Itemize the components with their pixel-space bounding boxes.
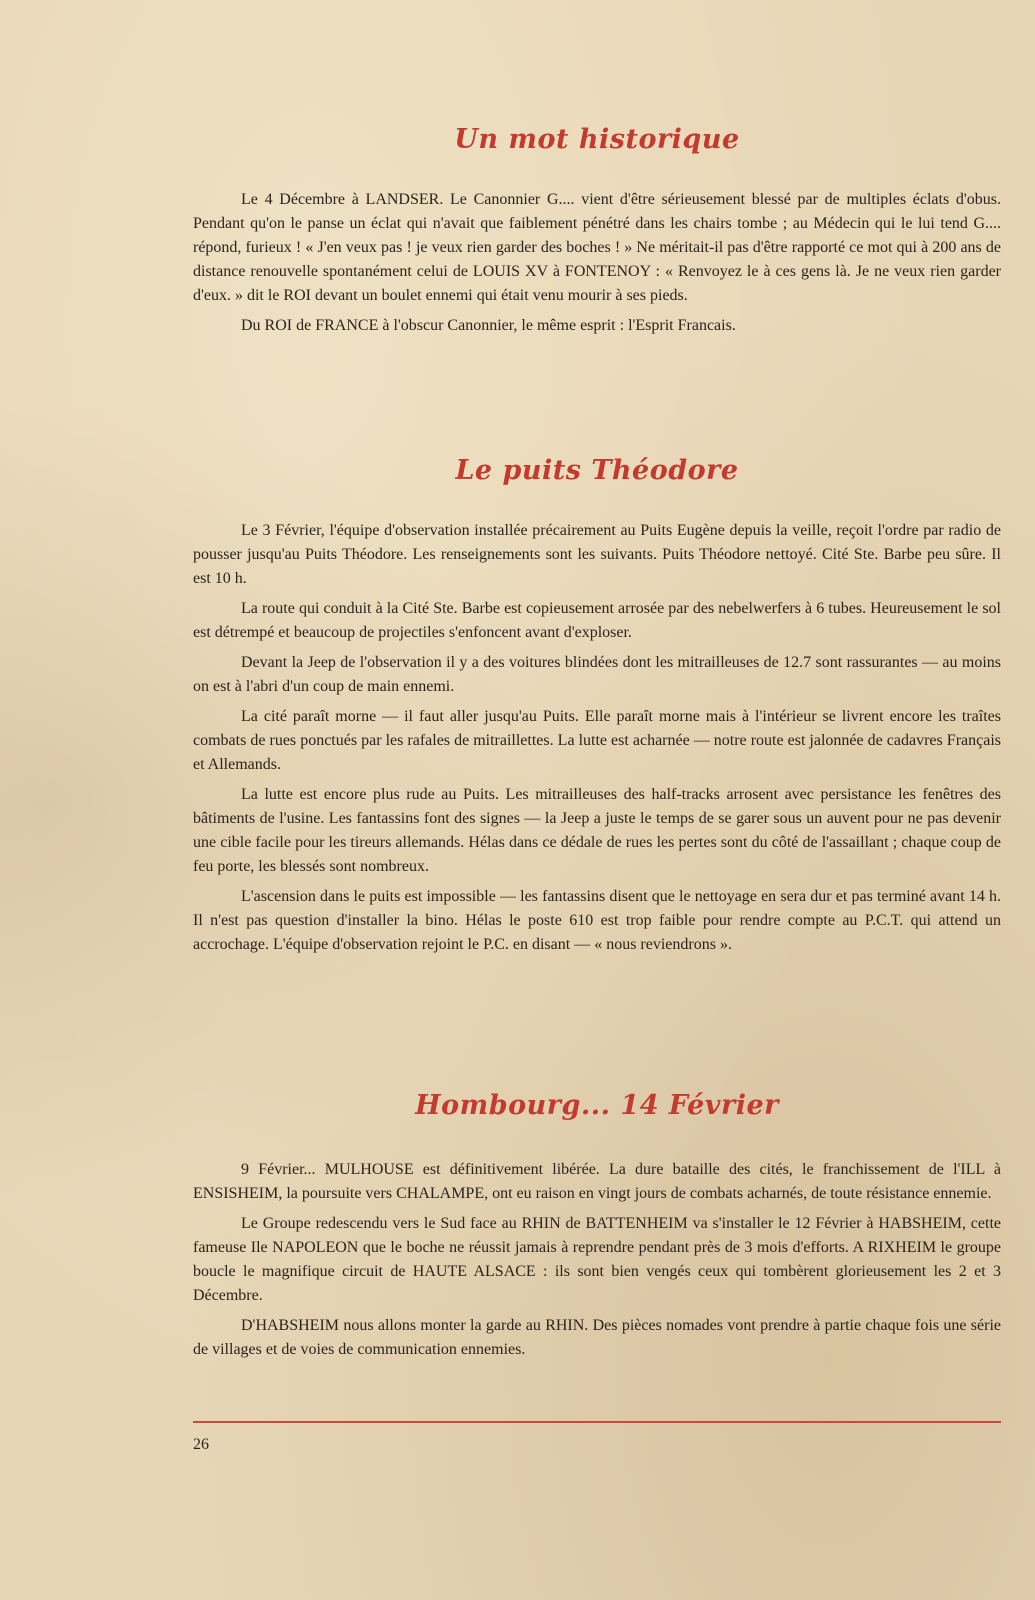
paragraph: La route qui conduit à la Cité Ste. Barbe est copieusement arrosée par des nebelwerfers à 6 tubes. Heureusement le sol est détrempé et beaucoup de projectiles s'enfoncent avant d'exploser.	[193, 600, 1001, 641]
paragraph: Du ROI de FRANCE à l'obscur Canonnier, le même esprit : l'Esprit Francais.	[241, 317, 736, 334]
paragraph: L'ascension dans le puits est impossible — les fantassins disent que le nettoyage en sera dur et pas terminé avant 14 h. Il n'est pas question d'installer la bino. Hélas le poste 610 est trop faible pour rendre compte au P.C.T. qui attend un accrochage. L'équipe d'observation rejoint le P.C. en disant — « nous reviendrons ».	[193, 888, 1001, 953]
paragraph: Le Groupe redescendu vers le Sud face au RHIN de BATTENHEIM va s'installer le 12 Février à HABSHEIM, cette fameuse Ile NAPOLEON que le boche ne réussit jamais à reprendre pendant près de 3 mois d'efforts. A RIXHEIM le groupe boucle le magnifique circuit de HAUTE ALSACE : ils sont bien vengés ceux qui tombèrent glorieusement les 2 et 3 Décembre.	[193, 1215, 1001, 1304]
section-hombourg	[193, 1090, 1001, 1368]
section-le-puits-theodore	[193, 455, 1001, 963]
paragraph: La lutte est encore plus rude au Puits. Les mitrailleuses des half-tracks arrosent avec persistance les fenêtres des bâtiments de l'usine. Les fantassins font des signes — la Jeep a juste le temps de se garer sous un auvent pour ne pas devenir une cible facile pour les tireurs allemands. Hélas dans ce dédale de rues les pertes sont du côté de l'assaillant ; chaque coup de feu porte, les blessés sont nombreux.	[193, 786, 1001, 875]
paragraph: 9 Février... MULHOUSE est définitivement libérée. La dure bataille des cités, le franchissement de l'ILL à ENSISHEIM, la poursuite vers CHALAMPE, ont eu raison en vingt jours de combats acharnés, de toute résistance ennemie.	[193, 1161, 1001, 1202]
paragraph: Le 4 Décembre à LANDSER. Le Canonnier G.... vient d'être sérieusement blessé par de multiples éclats d'obus. Pendant qu'on le panse un éclat qui n'avait que faiblement pénétré dans les chairs tombe ; au Médecin qui le lui tend G.... répond, furieux ! « J'en veux pas ! je veux rien garder des boches ! » Ne méritait-il pas d'être rapporté ce mot qui à 200 ans de distance renouvelle spontanément celui de LOUIS XV à FONTENOY : « Renvoyez le à ces gens là. Je ne veux rien garder d'eux. » dit le ROI devant un boulet ennemi qui était venu mourir à ses pieds.	[193, 191, 1001, 304]
section-heading: Hombourg... 14 Février	[415, 1090, 779, 1121]
paragraph: D'HABSHEIM nous allons monter la garde au RHIN. Des pièces nomades vont prendre à partie chaque fois une série de villages et de voies de communication ennemies.	[193, 1317, 1001, 1358]
page-number: 26	[193, 1436, 209, 1453]
section-heading: Le puits Théodore	[455, 455, 739, 486]
section-un-mot-historique	[193, 124, 1001, 344]
section-heading: Un mot historique	[454, 124, 740, 155]
paragraph: Devant la Jeep de l'observation il y a des voitures blindées dont les mitrailleuses de 12.7 sont rassurantes — au moins on est à l'abri d'un coup de main ennemi.	[193, 654, 1001, 695]
paragraph: Le 3 Février, l'équipe d'observation installée précairement au Puits Eugène depuis la veille, reçoit l'ordre par radio de pousser jusqu'au Puits Théodore. Les renseignements sont les suivants. Puits Théodore nettoyé. Cité Ste. Barbe peu sûre. Il est 10 h.	[193, 522, 1001, 587]
footer-divider	[193, 1421, 1001, 1423]
paragraph: La cité paraît morne — il faut aller jusqu'au Puits. Elle paraît morne mais à l'intérieur se livrent encore les traîtes combats de rues ponctués par les rafales de mitraillettes. La lutte est acharnée — notre route est jalonnée de cadavres Français et Allemands.	[193, 708, 1001, 773]
